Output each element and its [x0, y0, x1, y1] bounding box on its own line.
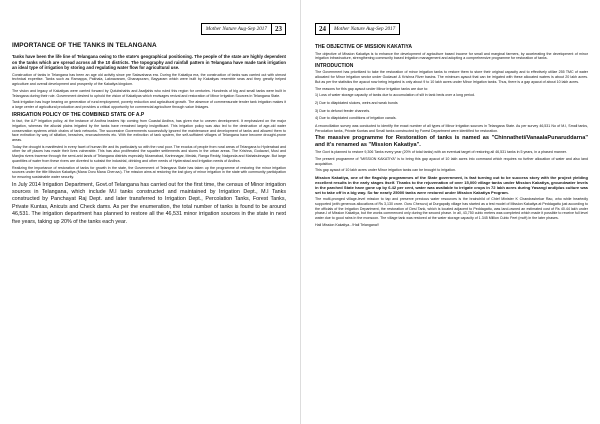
body-paragraph: The present programme of "MISSION KAKATIYA" is to bring this gap ayacut of 10 lakh acres into command which requires no further allocation of water and also land acquisition. — [315, 156, 588, 166]
body-paragraph: The multi-pronged village-level mission to tap and preserve precious water resources is the brainchild of Chief Minister K Chandrashekar Rao, who while heartedly supported (with generous allocations of Rs 3,130 crore. Ooru Cheruvu) at Durgapally village has started as a test model of Mission Kakatiya at Peddagattu just according to the officials of the Irrigation Department, the restoration of Desi Tank, which is located adjacent to Peddagattu, was land-owned an estimated cost of Rs 40.44 lakh under phase-I of Mission Kakatiya, but the works commenced only during the second phase. In all, 43,750 cubic meters was completed which made it possible to receive full level water due to good rains in the monsoon. The village tank was restored at the water storage capacity of 1.345 Million Cubic Feet (mcft) in the later phases. — [315, 197, 588, 221]
list-item: 2) Due to dilapidated sluices, weirs and weak bunds — [315, 100, 398, 105]
right-page-header — [315, 23, 400, 35]
body-paragraph: The objective of Mission Kakatiya is to enhance the development of agriculture based income for small and marginal farmers, by accelerating the development of minor irrigation infrastructure, strengthening community based irrigation management and adopting a comprehensive programme for restoration of tanks. — [315, 51, 588, 61]
reasons-list — [315, 93, 588, 121]
article-title: IMPORTANCE OF THE TANKS IN TELANGANA — [12, 42, 157, 49]
body-paragraph: Realizing the importance of restoration of tanks for growth in the state, the Government of Telangana State has taken up the programme of restoring the minor irrigation sources under the title Mission Kakatiya (Mana Ooru Mana Cheruvu). The mission aims at restoring the lost glory of minor irrigation in the state with community participation for ensuring sustainable water security. — [12, 165, 286, 179]
body-paragraph: This gap ayacut of 10 lakh acres under Minor irrigation tanks can be brought to irrigation. — [315, 168, 457, 173]
page-number: 23 — [272, 23, 286, 35]
magazine-title: Mother Nature Aug-Sep 2017 — [201, 23, 272, 35]
list-item: 4) Due to dilapidated conditions of irrigation canals. — [315, 116, 397, 121]
section-heading: THE OBJECTIVE OF MISSION KAKATIYA — [315, 44, 412, 50]
body-paragraph: The Govt is planned to restore 9,306 Tanks every year (20% of total tanks) with an eventual target of restoring all 46,531 tanks in 5 years, in a phased manner. — [315, 150, 567, 155]
closing-line: Hail Mission Kakatiya...!Hail Telangana!! — [315, 222, 379, 227]
body-paragraph: The vision and legacy of Kakatiyas were carried forward by Qutubshahis and Asafjahis who ruled this region for centuries. Hundreds of big and small tanks were built in Telangana during their rule. Government desired to uphold the vision of Kakatiyas which envisages revival and restoration of Minor Irrigation Sources in Telangana State. — [12, 88, 286, 98]
body-paragraph: The reasons for this gap ayacut under Minor irrigation tanks are due to: — [315, 86, 429, 91]
left-page-content — [12, 42, 286, 228]
closing-paragraph: In July 2014 Irrigation Department, Govt.of Telangana has carried out for the first time, the census of Minor irrigation sources in Telangana, which include M.I tanks constructed and maintained by Irrigation Dept., M.I Tanks constructed by Panchayat Raj Dept. and later transferred to Irrigation Dept., Percolation Tanks, Forest Tanks, Private Kuntas, Anicuts and Check dams. As per the enumeration, the total number of tanks is found to be around 46,531. The irrigation department has planned to restore all the 46,531 minor irrigation sources in the state in next five years, taking up 20% of the tanks each year. — [12, 181, 286, 225]
right-page-content — [315, 42, 588, 229]
section-heading: IRRIGATION POLICY OF THE COMBINED STATE OF A.P — [12, 111, 145, 118]
lead-paragraph: Tanks have been the life line of Telangana owing to the state's geographical positioning. The people of the state are highly dependent on the tanks which are spread across all the 10 districts. The topography and rainfall pattern in Telangana have made tank irrigation an ideal type of irrigation by storing and regulating water flow for agricultural use. — [12, 54, 286, 71]
left-page-header — [201, 23, 286, 35]
magazine-title: Mother Nature Aug-Sep 2017 — [329, 23, 400, 35]
highlight-paragraph: Mission Kakatiya, one of the flagship programmes of the State government, is fast turning out to be success story with the project yielding excellent results in the early stages itself. Thanks to the rejuvenation of over 15,000 village tanks under Mission Kakatiya, groundwater levels in the parched State have gone up by 6.42 per cent, water was available to irrigate crops in 72 lakh acres during Yasangi and/plus culture was set to take off in a big way. So far nearly 25000 tanks were restored under Mission Kakatiya Program. — [315, 175, 588, 196]
body-paragraph: Today the drought is manifested in every facet of human life and its particularly so with the rural poor. The exodus of people from rural areas of Telangana to Hyderabad and other far off places has made their lives vulnerable. This has also proliferated the squatter settlements and slums in the urban areas. The Krishna, Godavari, Musi and Manjira rivers traverse through the semi-arid lands of Telangana districts especially Nizamabad, Karimnagar, Medak, Ranga Reddy, Nalgonda and Mahabubnagar. But large quantities of water from these rivers are diverted to subsist the industrial, drinking and other needs of Hyderabad and irrigation needs of Andhra. — [12, 144, 286, 163]
body-paragraph: A reconciliation survey was conducted to identify the exact number of all types of Minor irrigation sources in Telangana State. As per survey 46,531 No of M.I, Small tanks, Percolation tanks, Private Kuntas and Small tanks constructed by Forest Department were identified for restoration. — [315, 124, 588, 133]
section-heading: INTRODUCTION — [315, 62, 354, 69]
body-paragraph: The Government has prioritized to take the restoration of minor irrigation tanks to restore them to store their original capacity and to effectively utilize 255 TMC of water allocated for Minor irrigation sector under Godavari & Krishna River basins. The minimum ayacut that can be irrigated with these allocated waters is about 20 lakh acres. But as per the statistics the ayacut now being irrigated is only about 9 to 10 lakh acres under Minor Irrigation tanks. Thus, there is a gap ayacut of about 10 lakh acres. — [315, 70, 588, 84]
list-item: 3) Due to defunct feeder channels. — [315, 108, 371, 113]
body-paragraph: Tank irrigation has huge bearing on generation of rural employment, poverty reduction and agricultural growth. The absence of commensurate tender tank irrigation makes it a large center of agricultural production and provides a critical opportunity for commercial agriculture through value linkages. — [12, 100, 286, 109]
right-page — [300, 0, 600, 424]
body-paragraph: Construction of tanks in Telangana has been an age old activity since pre Satavahana era. During the Kakatiya era, the construction of tanks was carried out with utmost technical expertise. Tanks such as Ramappa, Pakhala, Laknavaram, Ghanapuram, Bayyaram which were built by Kakatiyas resemble seas and they greatly helped agriculture and overall development and prosperity of the Kakatiya kingdom. — [12, 72, 286, 87]
list-item: 1) Loss of water storage capacity of tanks due to accumulation of silt in tank beds over a long period. — [315, 93, 476, 98]
page-number: 24 — [315, 23, 329, 35]
programme-name-callout: The massive programme for Restoration of tanks is named as "Chinnatheti/VanaalaPunaruddarna" and it's renamed as "Mission Kakatiya". — [315, 135, 588, 148]
body-paragraph: In fact, the A.P irrigation policy, at the instance of Andhra leaders hip coming from Coastal Andhra, has given rise to uneven development. It emphasized on the major irrigation, whereas the alluvial plains irrigated by the tanks have remained largely insignificant. This irrigation policy was also led to the destruction of age-old water conservation systems which chains of tank networks. The successive Governments successfully ignored the maintenance and development of tanks and allowed them to face extinction by way of siltation, breaches, encroachments etc. With the extinction of tank system, the self-sufficient villages of Telangana have become drought-prone areas. — [12, 119, 286, 143]
